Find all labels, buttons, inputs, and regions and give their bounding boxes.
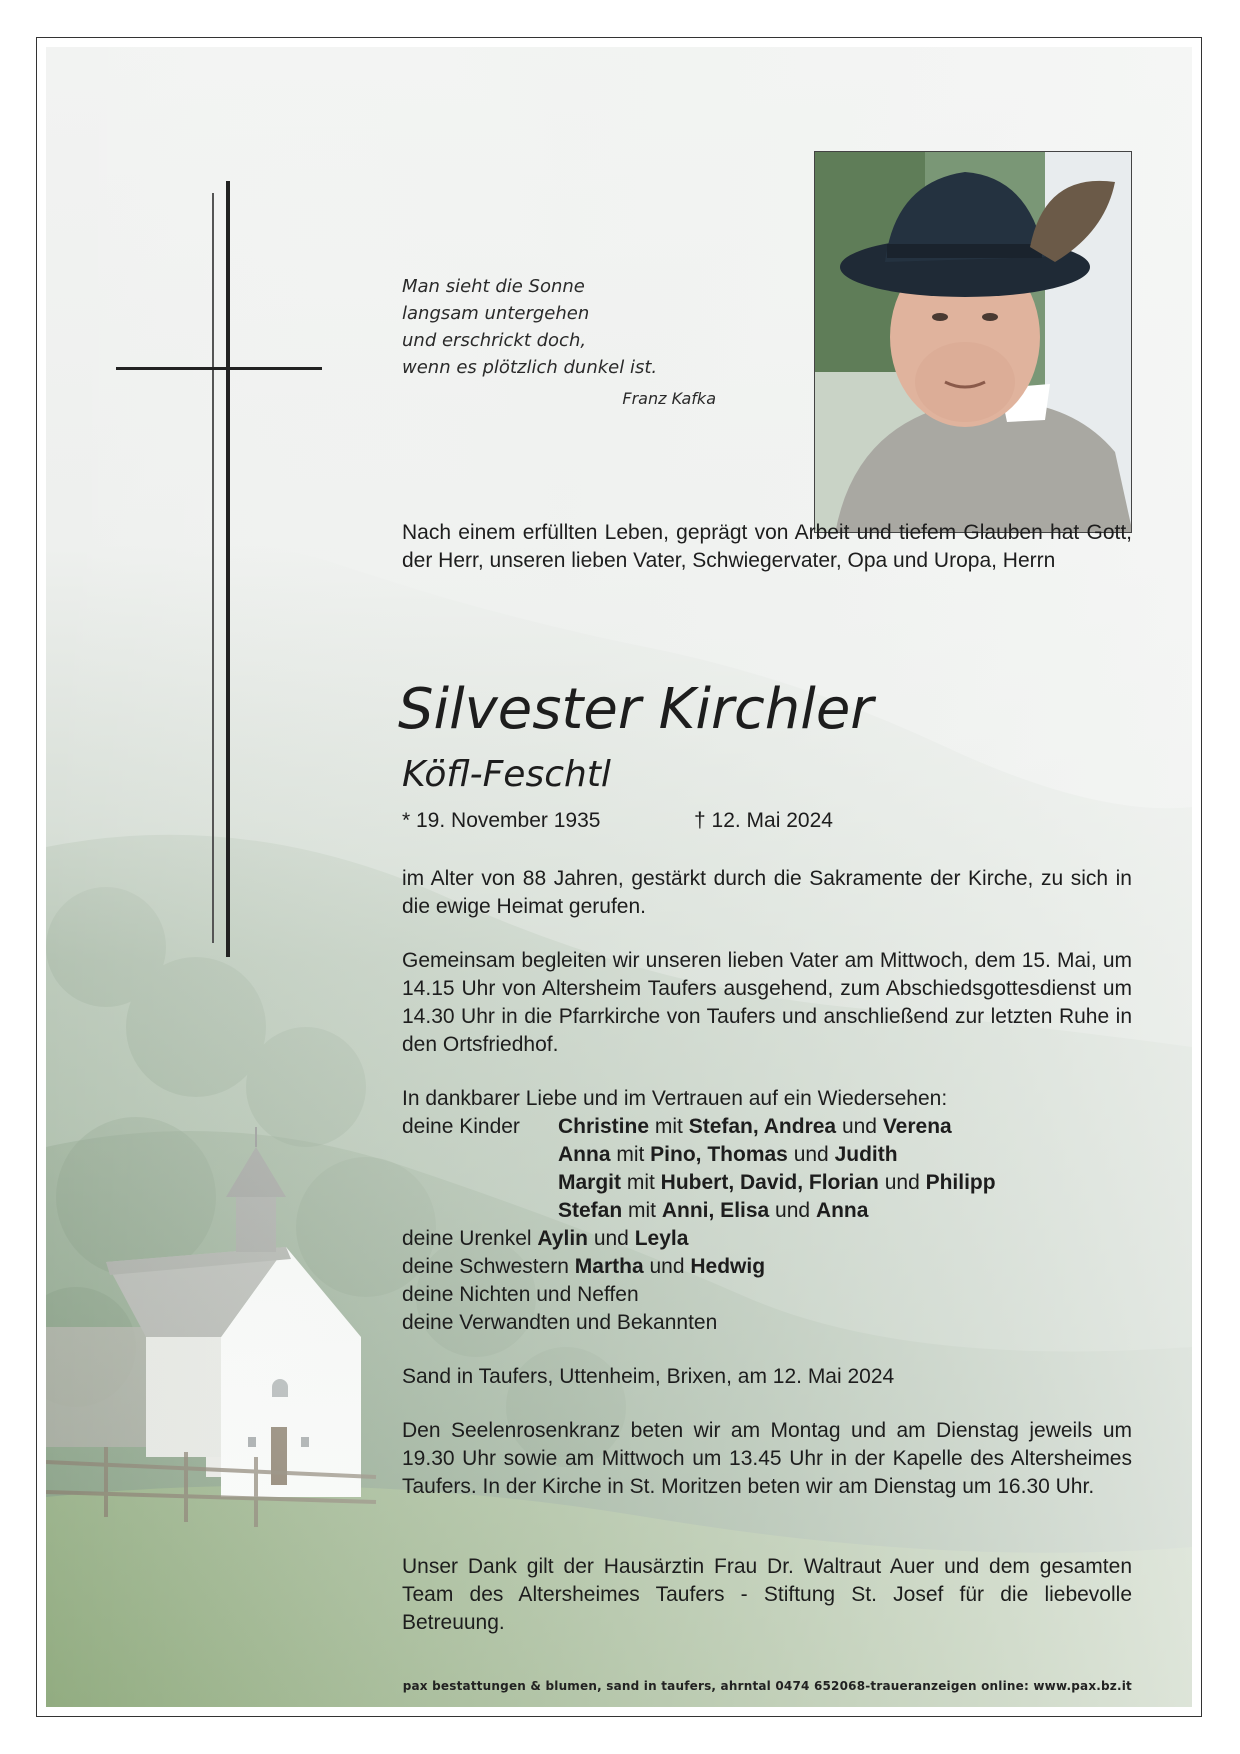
partner-name: Philipp <box>925 1171 996 1194</box>
child-name: Christine <box>558 1115 650 1138</box>
text: mit <box>621 1171 661 1194</box>
funeral-text: Gemeinsam begleiten wir unseren lieben Vater am Mittwoch, dem 15. Mai, um 14.15 Uhr von Altersheim Taufers ausgehend, zum Abschiedsgottesdienst um 14.30 Uhr in die Pfarrkirche von Taufers und anschließend zur letzten Ruhe in den Ortsfriedhof. <box>402 949 1132 1056</box>
sister-name: Hedwig <box>690 1255 766 1278</box>
quote-line: langsam untergehen <box>402 303 590 324</box>
cross-thin-line <box>212 193 214 943</box>
death-date: † 12. Mai 2024 <box>694 809 833 832</box>
partner-name: Judith <box>834 1143 898 1166</box>
family-intro: In dankbarer Liebe und im Vertrauen auf ein Wiedersehen: <box>402 1087 948 1110</box>
birth-date: * 19. November 1935 <box>402 809 601 832</box>
partner-name: Anna <box>815 1199 869 1222</box>
footer-funeral-home: pax bestattungen & blumen, sand in taufers, ahrntal 0474 652068-traueranzeigen online: www.pax.bz.it <box>402 1679 1132 1693</box>
intro-text: Nach einem erfüllten Leben, geprägt von Arbeit und tiefem Glauben hat Gott, der Herr, unseren lieben Vater, Schwiegervater, Opa und Uropa, Herrn <box>402 521 1132 572</box>
quote-line: wenn es plötzlich dunkel ist. <box>402 357 658 378</box>
sister-name: Martha <box>574 1255 644 1278</box>
portrait-photo <box>814 151 1132 533</box>
partner-names: Hubert, David, Florian <box>660 1171 879 1194</box>
nieces-nephews-row: deine Nichten und Neffen <box>402 1283 639 1306</box>
quote-line: Man sieht die Sonne <box>402 276 585 297</box>
age-text: im Alter von 88 Jahren, gestärkt durch die Sakramente der Kirche, zu sich in die ewige Heimat gerufen. <box>402 867 1132 918</box>
place-date: Sand in Taufers, Uttenheim, Brixen, am 12. Mai 2024 <box>402 1365 895 1388</box>
great-grandchildren-label: deine Urenkel <box>402 1227 538 1250</box>
cross-horizontal-bar <box>116 367 322 370</box>
family-children-row <box>402 1113 952 1141</box>
deceased-name: Silvester Kirchler <box>398 677 874 742</box>
rosary-text: Den Seelenrosenkranz beten wir am Montag und am Dienstag jeweils um 19.30 Uhr sowie am Mittwoch um 13.45 Uhr in der Kapelle des Altersheimes Taufers. In der Kirche in St. Moritzen beten wir am Dienstag um 16.30 Uhr. <box>402 1419 1132 1498</box>
cross-vertical-bar <box>226 181 230 957</box>
text: und <box>769 1199 816 1222</box>
partner-names: Stefan, Andrea <box>688 1115 837 1138</box>
thanks-text: Unser Dank gilt der Hausärztin Frau Dr. Waltraut Auer und dem gesamten Team des Altersheimes Taufers - Stiftung St. Josef für die liebevolle Betreuung. <box>402 1555 1132 1634</box>
child-name: Anna <box>558 1143 611 1166</box>
text: und <box>836 1115 883 1138</box>
family-children-row <box>402 1169 996 1197</box>
relatives-row: deine Verwandten und Bekannten <box>402 1311 718 1334</box>
text: und <box>787 1143 835 1166</box>
text: mit <box>622 1199 662 1222</box>
children-label: deine Kinder <box>402 1115 520 1138</box>
text: mit <box>649 1115 689 1138</box>
partner-names: Pino, Thomas <box>650 1143 788 1166</box>
text: mit <box>610 1143 651 1166</box>
quote <box>402 273 722 381</box>
text: und <box>643 1255 691 1278</box>
text: und <box>878 1171 926 1194</box>
quote-line: und erschrickt doch, <box>402 330 587 351</box>
sisters-row <box>402 1253 765 1281</box>
child-name: Margit <box>558 1171 621 1194</box>
partner-name: Verena <box>882 1115 952 1138</box>
great-grandchildren-row <box>402 1225 688 1253</box>
family-children-row <box>402 1197 868 1225</box>
text: und <box>587 1227 635 1250</box>
child-name: Stefan <box>558 1199 623 1222</box>
sisters-label: deine Schwestern <box>402 1255 575 1278</box>
obituary-card <box>46 47 1192 1707</box>
farm-name: Köfl-Feschtl <box>402 754 611 795</box>
great-grandchild-name: Aylin <box>537 1227 588 1250</box>
great-grandchild-name: Leyla <box>634 1227 689 1250</box>
family-children-row <box>402 1141 898 1169</box>
partner-names: Anni, Elisa <box>661 1199 770 1222</box>
quote-author: Franz Kafka <box>622 389 716 408</box>
